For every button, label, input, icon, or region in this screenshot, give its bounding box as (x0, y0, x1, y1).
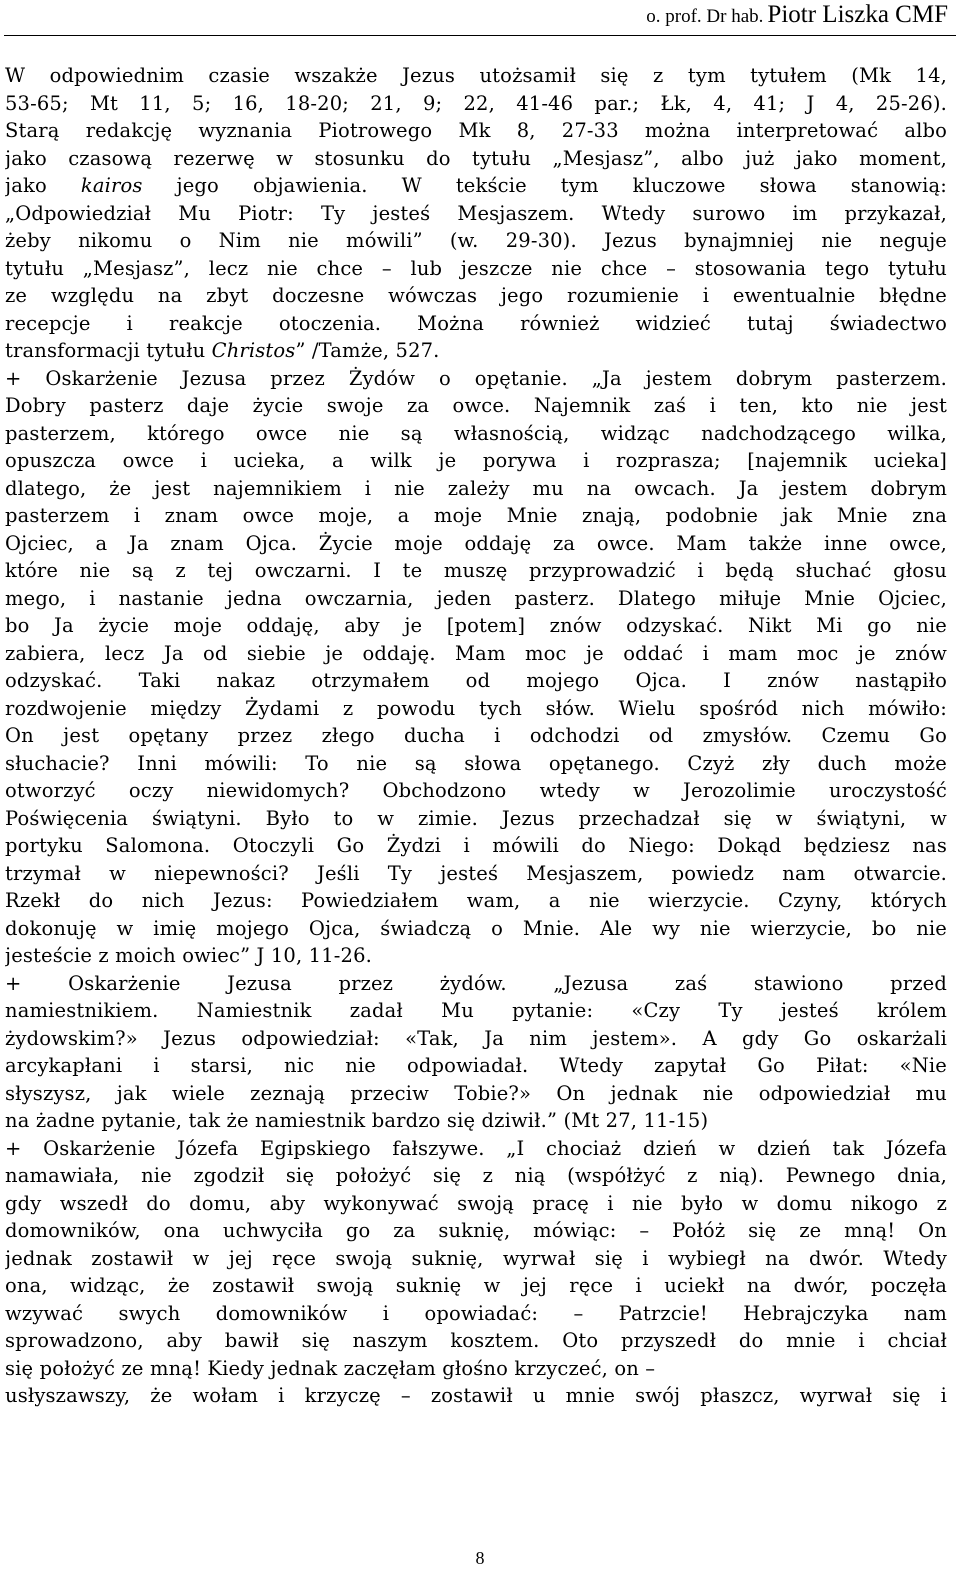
text-line: ona, widząc, że zostawił swoją suknię w jej ręce i uciekł na dwór, poczęła (5, 1274, 947, 1297)
text-line: Dobry pasterz daje życie swoje za owce. Najemnik zaś i ten, kto nie jest (5, 394, 947, 417)
text-line: odzyskać. Taki nakaz otrzymałem od mojego Ojca. I znów nastąpiło (5, 669, 947, 692)
text-line: portyku Salomona. Otoczyli Go Żydzi i mówili do Niego: Dokąd będziesz nas (5, 834, 947, 857)
text-line: Rzekł do nich Jezus: Powiedziałem wam, a nie wierzycie. Czyny, których (5, 889, 947, 912)
text-line: pasterzem i znam owce moje, a moje Mnie znają, podobnie jak Mnie zna (5, 504, 947, 527)
text-line: Poświęcenia świątyni. Było to w zimie. Jezus przechadzał się w świątyni, w (5, 806, 947, 830)
text-line: się położyć ze mną! Kiedy jednak zaczęłam głośno krzyczeć, on – (5, 1356, 656, 1380)
text-line: On jest opętany przez złego ducha i odchodzi od zmysłów. Czemu Go (5, 724, 947, 747)
text-line: mego, i nastanie jedna owczarnia, jeden pasterz. Dlatego miłuje Mnie Ojciec, (5, 586, 947, 610)
text-line: domowników, ona uchwyciła go za suknię, mówiąc: – Połóż się ze mną! On (5, 1219, 947, 1242)
text-line: trzymał w niepewności? Jeśli Ty jesteś Mesjaszem, powiedz nam otwarcie. (5, 861, 947, 885)
text-line: które nie są z tej owczarni. I te muszę przyprowadzić i będą słuchać głosu (5, 559, 947, 582)
text-line: jako kairos jego objawienia. W tekście tym kluczowe słowa stanowią: (5, 174, 947, 197)
text-line: wzywać swych domowników i opowiadać: – Patrzcie! Hebrajczyka nam (5, 1301, 947, 1325)
text-line: dlatego, że jest najemnikiem i nie zależy mu na owcach. Ja jestem dobrym (5, 476, 947, 500)
text-line: otworzyć oczy niewidomych? Obchodzono wtedy w Jerozolimie uroczystość (5, 779, 947, 802)
text-line: namiestnikiem. Namiestnik zadał Mu pytanie: «Czy Ty jesteś królem (5, 999, 947, 1022)
text-line: żeby nikomu o Nim nie mówili” (w. 29-30). Jezus bynajmniej nie neguje (5, 229, 947, 252)
text-line: opuszcza owce i ucieka, a wilk je porywa i rozprasza; [najemnik ucieka] (5, 449, 947, 472)
text-line: + Oskarżenie Józefa Egipskiego fałszywe. „I chociaż dzień w dzień tak Józefa (5, 1136, 947, 1160)
text-line: transformacji tytułu Christos” /Tamże, 527. (5, 339, 440, 362)
text-line: słyszysz, jak wiele zeznają przeciw Tobie?» On jednak nie odpowiedział mu (5, 1081, 947, 1105)
text-line: tytułu „Mesjasz”, lecz nie chce – lub jeszcze nie chce – stosowania tego tytułu (5, 256, 947, 280)
text-line: rozdwojenie między Żydami z powodu tych słów. Wielu spośród nich mówiło: (5, 696, 947, 720)
text-line: gdy wszedł do domu, aby wykonywać swoją pracę i nie było w domu nikogo z (5, 1191, 947, 1215)
text-line: Ojciec, a Ja znam Ojca. Życie moje oddaję za owce. Mam także inne owce, (5, 531, 947, 555)
text-line: ze względu na zbyt doczesne wówczas jego rozumienie i ewentualnie błędne (5, 284, 947, 307)
header-academic-title: o. prof. Dr hab. (646, 6, 764, 27)
text-line: + Oskarżenie Jezusa przez Żydów o opętanie. „Ja jestem dobrym pasterzem. (5, 366, 947, 390)
text-line: na żadne pytanie, tak że namiestnik bardzo się dziwił.” (Mt 27, 11-15) (5, 1109, 709, 1132)
text-line: pasterzem, którego owce nie są własnością, widząc nadchodzącego wilka, (5, 421, 947, 445)
text-line: usłyszawszy, że wołam i krzyczę – zostawił u mnie swój płaszcz, wyrwał się i (5, 1384, 947, 1407)
text-line: jesteście z moich owiec” J 10, 11-26. (5, 944, 372, 967)
italic-term: kairos (80, 174, 143, 197)
text-line: jednak zostawił w jej ręce swoją suknię, wyrwał się i wybiegł na dwór. Wtedy (5, 1246, 947, 1270)
text-line: namawiała, nie zgodził się położyć się z nią (współżyć z nią). Pewnego dnia, (5, 1164, 947, 1187)
running-header (646, 0, 948, 30)
text-line: słuchacie? Inni mówili: To nie są słowa opętanego. Czyż zły duch może (5, 751, 947, 775)
italic-term: Christos (211, 339, 296, 362)
text-line: zabiera, lecz Ja od siebie je oddaję. Mam moc je oddać i mam moc je znów (5, 641, 947, 665)
text-line: 53-65; Mt 11, 5; 16, 18-20; 21, 9; 22, 41-46 par.; Łk, 4, 41; J 4, 25-26). (5, 91, 947, 115)
text-line: żydowskim?» Jezus odpowiedział: «Tak, Ja nim jestem». A gdy Go oskarżali (5, 1026, 947, 1050)
text-line: recepcje i reakcje otoczenia. Można również widzieć tutaj świadectwo (5, 311, 947, 335)
text-line: dokonuję w imię mojego Ojca, świadczą o Mnie. Ale wy nie wierzycie, bo nie (5, 916, 947, 940)
text-line: sprowadzono, aby bawił się naszym kosztem. Oto przyszedł do mnie i chciał (5, 1329, 947, 1352)
text-line: jako czasową rezerwę w stosunku do tytułu „Mesjasz”, albo już jako moment, (5, 146, 947, 170)
text-line: bo Ja życie moje oddaję, aby je [potem] znów odzyskać. Nikt Mi go nie (5, 614, 947, 637)
text-line: Starą redakcję wyznania Piotrowego Mk 8, 27-33 można interpretować albo (5, 119, 947, 142)
header-author-name: Piotr Liszka CMF (767, 1, 948, 28)
text-line: W odpowiednim czasie wszakże Jezus utożsamił się z tym tytułem (Mk 14, (5, 64, 947, 87)
text-line: „Odpowiedział Mu Piotr: Ty jesteś Mesjaszem. Wtedy surowo im przykazał, (5, 201, 947, 225)
text-line: arcykapłani i starsi, nic nie odpowiadał. Wtedy zapytał Go Piłat: «Nie (5, 1054, 947, 1077)
text-line: + Oskarżenie Jezusa przez żydów. „Jezusa zaś stawiono przed (5, 971, 947, 995)
header-divider (4, 35, 956, 36)
page-number: 8 (475, 1548, 485, 1568)
body-text (5, 62, 947, 1410)
